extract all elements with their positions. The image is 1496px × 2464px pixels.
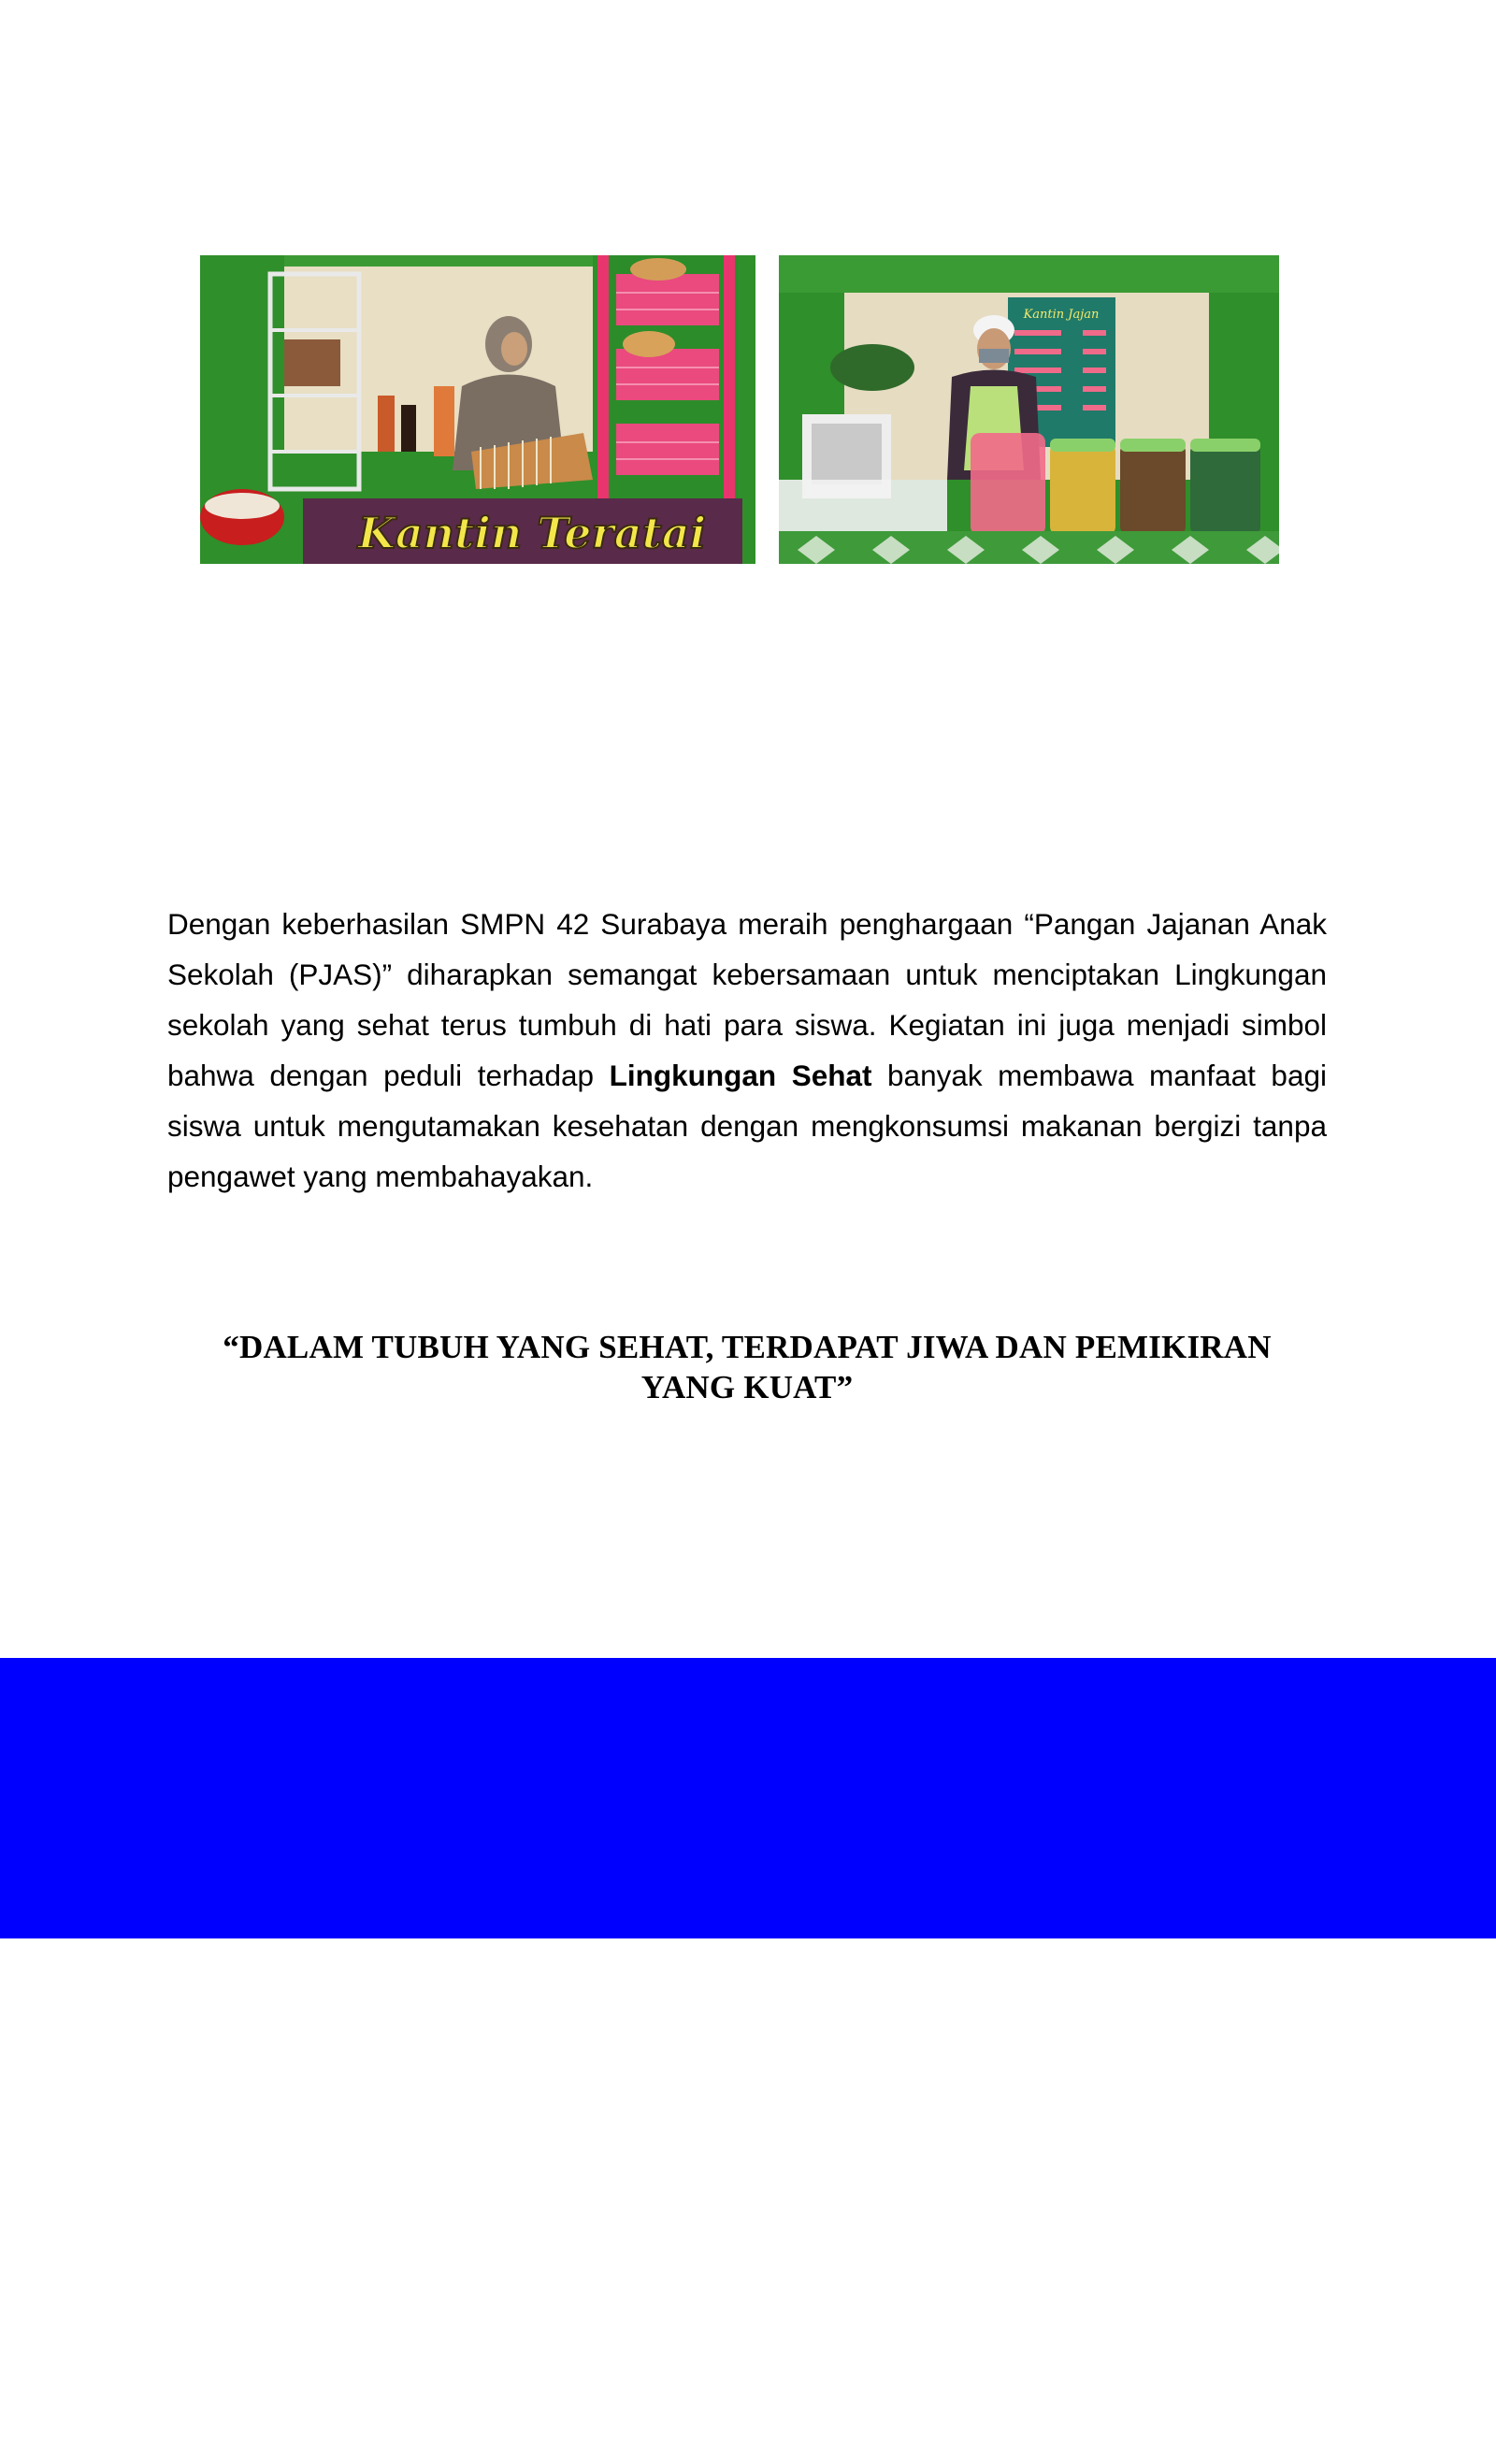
kantin-teratai-sign: Kantin Teratai	[357, 508, 707, 558]
kantin-jajan-photo	[779, 255, 1279, 564]
body-paragraph	[167, 899, 1327, 1202]
motto-line-2: YANG KUAT”	[640, 1369, 854, 1405]
kantin-teratai-photo	[200, 255, 755, 564]
motto-quote	[167, 1327, 1327, 1407]
kantin-jajan-sign: Kantin Jajan	[1023, 308, 1100, 322]
kantin-jajan-illustration	[779, 255, 1279, 564]
kantin-teratai-illustration	[200, 255, 755, 564]
motto-line-1: “DALAM TUBUH YANG SEHAT, TERDAPAT JIWA DAN PEMIKIRAN	[223, 1329, 1272, 1365]
paragraph-text-end: banyak membawa manfaat bagi siswa untuk mengutamakan kesehatan dengan mengkonsumsi makanan bergizi tanpa pengawet yang membahayakan.	[167, 1059, 1327, 1193]
paragraph-text-start: Dengan keberhasilan SMPN 42 Surabaya meraih penghargaan “Pangan Jajanan Anak Sekolah (PJAS)” diharapkan semangat kebersamaan untuk menciptakan Lingkungan sekolah yang sehat terus tumbuh di hati para siswa. Kegiatan ini juga menjadi simbol bahwa dengan peduli terhadap	[167, 907, 1327, 1092]
paragraph-bold-term: Lingkungan Sehat	[609, 1059, 872, 1092]
blue-band	[0, 1658, 1496, 1938]
